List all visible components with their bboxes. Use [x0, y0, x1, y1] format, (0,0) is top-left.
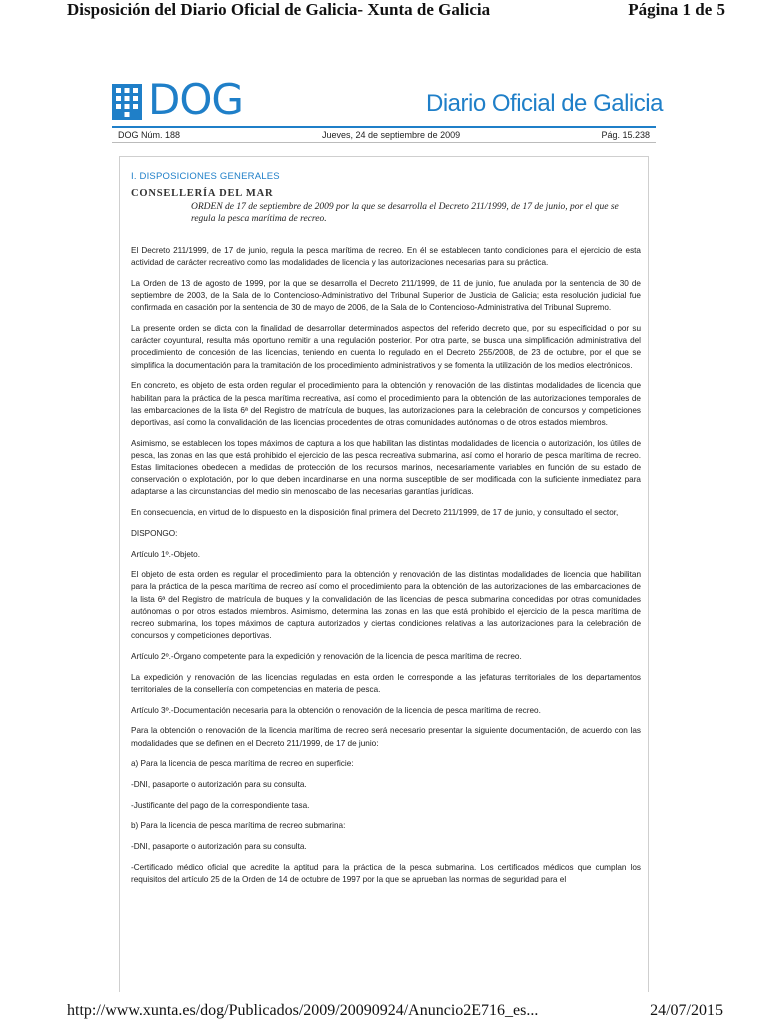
issue-page: Pág. 15.238	[601, 130, 650, 140]
section-heading: I. DISPOSICIONES GENERALES	[131, 171, 280, 182]
paragraph: En concreto, es objeto de esta orden regular el procedimiento para la obtención y renovación de las distintas modalidades de licencia que habilitan para la práctica de la pesca marítima recreativa, así como el procedimiento para la obtención de las autorizaciones temporales de las embarcaciones de la lista 6ª del Registro de matrícula de buques, las autorizaciones para la celebración de concursos y competiciones deportivas, así como la convalidación de las licencias procedentes de otras comunidades autónomas o de otros estados miembros.	[131, 381, 641, 427]
paragraph: Para la obtención o renovación de la licencia marítima de recreo será necesario presentar la siguiente documentación, de acuerdo con las modalidades que se definen en el Decreto 211/1999, de 17 de junio:	[131, 726, 641, 748]
order-title: ORDEN de 17 de septiembre de 2009 por la que se desarrolla el Decreto 211/1999, de 17 de junio, por el que se regula la pesca marítima de recreo.	[191, 202, 619, 224]
list-item: -DNI, pasaporte o autorización para su consulta.	[131, 779, 307, 789]
print-date: 24/07/2015	[650, 1002, 723, 1019]
paragraph: Asimismo, se establecen los topes máximos de captura a los que habilitan las distintas modalidades de licencia o autorización, los útiles de pesca, las zonas en las que está prohibido el ejercicio de las pesca recreativa submarina, así como el horario de pesca marítima de recreo. Estas limitaciones obedecen a medidas de protección de los recursos marinos, necesariamente variables en función de su estado de conservación o explotación, por lo que deben incardinarse en una norma susceptible de ser modificada con la suficiente inmediatez para adaptarse a las circunstancias del medio sin menoscabo de las necesarias garantías jurídicas.	[131, 438, 641, 497]
issue-date: Jueves, 24 de septiembre de 2009	[322, 130, 461, 140]
issue-meta-bar	[112, 126, 656, 143]
paragraph: En consecuencia, en virtud de lo dispuesto en la disposición final primera del Decreto 211/1999, de 17 de junio, y consultado el sector,	[131, 508, 619, 518]
paragraph: El objeto de esta orden es regular el procedimiento para la obtención y renovación de las distintas modalidades de licencia que habilitan para la práctica de la pesca marítima de recreo así como el procedimiento para la obtención de las autorizaciones de las embarcaciones de la lista 6ª del Registro de matrícula de buques y la convalidación de las licencias de pesca submarina concedidas por otras comunidades autónomas o por otros estados miembros. Asimismo, determina las zonas en las que está prohibido el ejercicio de la pesca marítima de recreo submarina, los topes máximos de captura autorizados y ciertas condiciones relativas a las autorizaciones para la celebración de concursos y competiciones deportivas.	[131, 570, 641, 641]
print-footer	[0, 1000, 768, 1024]
publication-name: Diario Oficial de Galicia	[426, 90, 663, 117]
article-heading: Artículo 1º.-Objeto.	[131, 549, 200, 559]
paragraph: La Orden de 13 de agosto de 1999, por la que se desarrolla el Decreto 211/1999, de 11 de junio, fue anulada por la sentencia de 30 de septiembre de 2003, de la Sala de lo Contencioso-Administrativo del Tribunal Superior de Justicia de Galicia; esta resolución judicial fue confirmada en casación por la sentencia de 30 de mayo de 2006, de la Sala de lo Contencioso-Administrativa del Tribunal Supremo.	[131, 278, 641, 313]
paragraph: -Certificado médico oficial que acredite la aptitud para la práctica de la pesca submarina. Los certificados médicos que cumplan los requisitos del artículo 25 de la Orden de 14 de octubre de 1997 por la que se aprueban las normas de seguridad para el	[131, 862, 641, 884]
list-item: -DNI, pasaporte o autorización para su consulta.	[131, 842, 307, 852]
list-item: -Justificante del pago de la correspondiente tasa.	[131, 800, 310, 810]
logo-text: DOG	[148, 75, 243, 124]
article-heading: Artículo 3º.-Documentación necesaria para la obtención o renovación de la licencia de pesca marítima de recreo.	[131, 705, 541, 715]
paragraph: La expedición y renovación de las licencias reguladas en esta orden le corresponde a las jefaturas territoriales de los departamentos territoriales de la consellería con competencias en materia de pesca.	[131, 672, 641, 694]
document-body	[119, 156, 649, 992]
paragraph: El Decreto 211/1999, de 17 de junio, regula la pesca marítima de recreo. En él se establecen tanto condiciones para el ejercicio de esta actividad de carácter recreativo como las modalidades de licencia y las autorizaciones necesarias para su práctica.	[131, 246, 641, 268]
print-header	[0, 0, 768, 24]
issue-number: DOG Núm. 188	[118, 130, 181, 140]
list-item: b) Para la licencia de pesca marítima de recreo submarina:	[131, 821, 346, 831]
article-heading: Artículo 2º.-Órgano competente para la expedición y renovación de la licencia de pesca marítima de recreo.	[131, 651, 522, 661]
list-item: a) Para la licencia de pesca marítima de recreo en superficie:	[131, 759, 354, 769]
department-heading: CONSELLERÍA DEL MAR	[131, 188, 274, 199]
paragraph: La presente orden se dicta con la finalidad de desarrollar determinados aspectos del referido decreto que, por su especificidad o por su carácter coyuntural, resulta más oportuno remitir a una regulación posterior. Por otra parte, se busca una simplificación administrativa del procedimiento de concesión de las licencias, teniendo en cuenta lo regulado en el Decreto 255/2008, de 23 de octubre, por el que se simplifica la documentación para la tramitación de los procedimiento administrativos y se fomenta la utilización de los medios electrónicos.	[131, 324, 641, 370]
galicia-shield-icon	[112, 84, 142, 120]
document-title: Disposición del Diario Oficial de Galicia- Xunta de Galicia	[67, 0, 491, 19]
page-counter: Página 1 de 5	[628, 0, 725, 19]
page-url: http://www.xunta.es/dog/Publicados/2009/20090924/Anuncio2E716_es...	[67, 1002, 539, 1019]
dispongo-heading: DISPONGO:	[131, 528, 178, 538]
